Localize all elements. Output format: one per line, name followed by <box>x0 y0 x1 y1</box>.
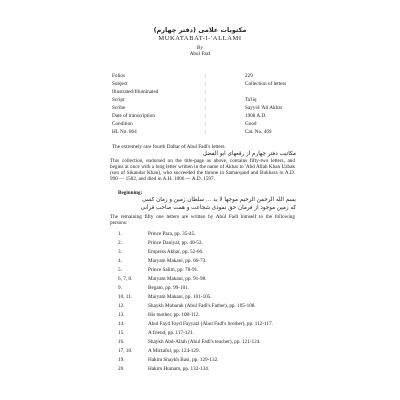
arabic-note: مکاتیب دفتر چهارم از رقعهای ابو الفضل <box>202 151 296 157</box>
metadata-label: Condition <box>112 121 133 127</box>
list-item-text: Maryam Makani, pp. 66-73. <box>148 258 207 264</box>
list-item-text: Begam, pp. 99-101. <box>148 285 190 291</box>
beginning-label: Beginning: <box>118 190 143 196</box>
list-item-number: 17, 18. <box>118 348 133 354</box>
arabic-beginning-line: بسم الله الرحمن الرحیم موجها لا بد ... سلطان زمین و زمان کسی <box>142 197 296 203</box>
description-paragraph: This collection, endorsed on the title-page as above, contains fifty-two letters, and begins at once with a long letter written in the name of Akbar to 'Abd Allah Khan Uzbak (son of Sikandar Khan), who succeeded the throne in Samarqand and Bukhara in A.D. 990 — 1582, and died in A.H. 1006 — A.D. 1597. <box>110 158 295 183</box>
metadata-value: Ta'liq <box>245 97 257 103</box>
arabic-title: مکتوبات علامی (دفتر چهارم) <box>153 26 247 34</box>
list-item-text: Empress Akbar, pp. 52-66. <box>148 249 204 255</box>
metadata-colon: : <box>205 113 207 119</box>
list-item-number: 14. <box>118 321 125 327</box>
list-item-text: A friend, pp. 117-121. <box>148 330 194 336</box>
list-item-number: 15. <box>118 330 125 336</box>
list-item-number: 16. <box>118 339 125 345</box>
metadata-colon: : <box>205 97 207 103</box>
list-item-text: Shaykh Mubarak (Abul Fadl's Father), pp. 105-108. <box>148 303 256 309</box>
metadata-colon: : <box>205 129 207 135</box>
metadata-colon: : <box>205 81 207 87</box>
list-item-text: Maryam Makani, pp. 91-98. <box>148 276 207 282</box>
metadata-colon: : <box>205 89 207 95</box>
list-item-text: Prince Daniyal, pp. 40-53. <box>148 240 203 246</box>
list-item-text: Shaykh Abd-Allah (Abul Fadl's teacher), pp. 121-124. <box>148 339 261 345</box>
metadata-label: Script <box>112 97 125 103</box>
metadata-label: Date of transcription <box>112 113 155 119</box>
list-item-number: 2. <box>118 240 122 246</box>
intro-line: The extremely rare fourth Daftar of Abul Fadl's letters. <box>112 144 226 150</box>
list-item-text: Prince Salim, pp. 78-91. <box>148 267 199 273</box>
metadata-value: Collection of letters <box>245 81 287 87</box>
list-item-number: 3. <box>118 249 122 255</box>
document-title: MUKATABAT-I-'ALLAMI <box>158 35 242 42</box>
list-item-text: Maryam Makani, pp. 101-105. <box>148 294 212 300</box>
list-item-number: 12. <box>118 303 125 309</box>
metadata-value: 1908 A.D. <box>245 113 267 119</box>
metadata-value: 229 <box>245 73 253 79</box>
metadata-value: Good <box>245 121 257 127</box>
list-item-number: 10, 11. <box>118 294 133 300</box>
list-item-text: A Mirzaful, pp. 124-129. <box>148 348 200 354</box>
list-item-text: Hakim Humam, pp. 132-134. <box>148 366 210 372</box>
metadata-label: Scribe <box>112 105 126 111</box>
metadata-label: Folios <box>112 73 125 79</box>
metadata-label: Illustrated/Illuminated <box>112 89 159 95</box>
metadata-value: Cat. No. 469 <box>245 129 272 135</box>
metadata-label: Subject <box>112 81 128 87</box>
list-item-text: Hakim Shaykh Basi, pp. 129-132. <box>148 357 219 363</box>
list-item-text: His mother, pp. 108-112. <box>148 312 200 318</box>
list-item-number: 5. <box>118 267 122 273</box>
list-item-number: 1. <box>118 231 122 237</box>
metadata-label: HL No. 864 <box>112 129 137 135</box>
metadata-colon: : <box>205 73 207 79</box>
author-name: Abul Fazl <box>189 51 211 57</box>
list-item-number: 6, 7, 8. <box>118 276 133 282</box>
metadata-colon: : <box>205 121 207 127</box>
list-item-number: 4. <box>118 258 122 264</box>
list-item-text: Abul Fayd Fayd Fayyazi (Abul Fadl's brother), pp. 112-117. <box>148 321 273 327</box>
by-label: By <box>196 45 204 51</box>
arabic-beginning-line: که زمین موجود از فرمان حق نمودی شجاعت و همت صاحب قرانی <box>140 205 296 211</box>
list-item-number: 19. <box>118 357 125 363</box>
metadata-colon: : <box>205 105 207 111</box>
list-item-text: Prince Para, pp. 35-45. <box>148 231 196 237</box>
list-item-number: 13. <box>118 312 125 318</box>
list-item-number: 20. <box>118 366 125 372</box>
remaining-intro: The remaining fifty one letters are written by Abul Fadl himself to the following persons: <box>110 214 295 227</box>
list-item-number: 9. <box>118 285 122 291</box>
metadata-value: Sayyid 'Ali Akbar <box>245 105 283 111</box>
